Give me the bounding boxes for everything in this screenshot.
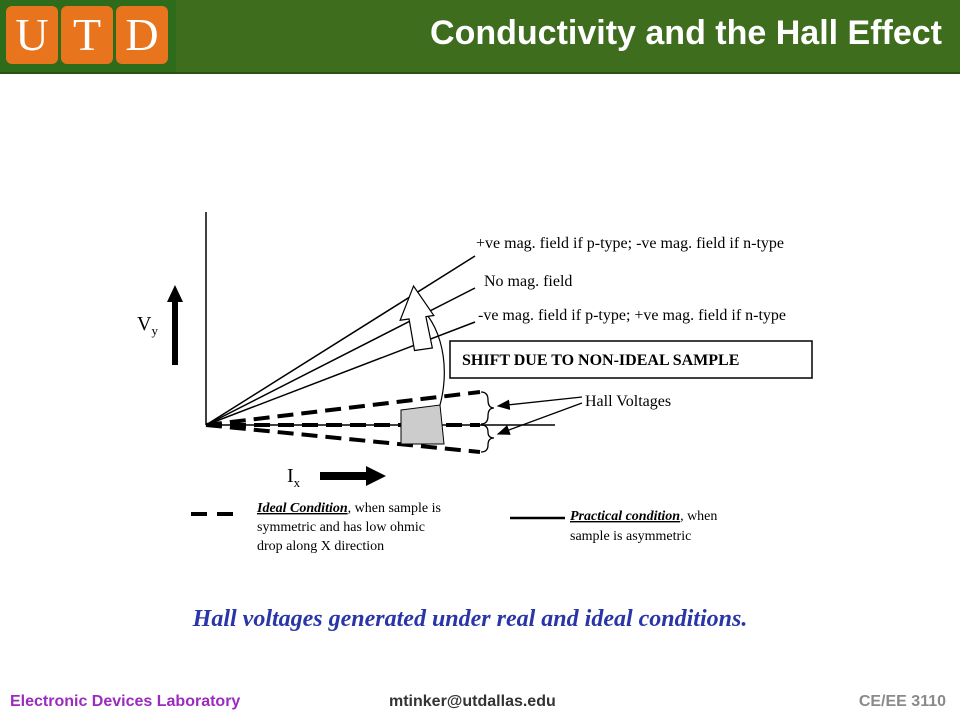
ix-label: $I_x$	[287, 465, 301, 490]
legend-ideal-line1: Ideal Condition, when sample is	[257, 501, 441, 516]
vy-label: $V_y$	[137, 313, 158, 338]
label-plus-field: +ve mag. field if p-type; -ve mag. field if n-type	[476, 235, 785, 252]
label-minus-field: -ve mag. field if p-type; +ve mag. field if n-type	[478, 307, 787, 324]
utd-logo	[0, 0, 176, 72]
hall-pointer-upper	[498, 397, 582, 406]
hall-effect-diagram	[0, 74, 960, 604]
legend-ideal-line3: drop along X direction	[257, 539, 385, 554]
line-plus-field	[206, 256, 475, 425]
vy-arrow-shaft	[172, 300, 178, 365]
header-bar	[0, 0, 960, 74]
hall-pointer-lower	[498, 403, 582, 434]
footer-email: mtinker@utdallas.edu	[389, 693, 556, 710]
label-no-field: No mag. field	[484, 273, 573, 290]
figure-caption: Hall voltages generated under real and ideal conditions.	[192, 606, 748, 632]
logo-letter-t: T	[61, 6, 113, 64]
footer-lab-name: Electronic Devices Laboratory	[10, 693, 241, 710]
ix-arrow-head	[366, 466, 386, 486]
ix-arrow-shaft	[320, 472, 368, 480]
footer-course: CE/EE 3110	[858, 693, 946, 710]
logo-letter-u: U	[6, 6, 58, 64]
shift-arrow-icon	[396, 284, 439, 352]
brace-lower	[481, 425, 494, 452]
brace-upper	[481, 392, 494, 424]
slide-title: Conductivity and the Hall Effect	[430, 14, 942, 52]
logo-letter-d: D	[116, 6, 168, 64]
hall-voltages-label: Hall Voltages	[585, 393, 672, 410]
legend-ideal-line2: symmetric and has low ohmic	[257, 520, 425, 535]
line-no-field	[206, 288, 475, 425]
vy-arrow-head	[167, 285, 183, 302]
shift-region	[401, 405, 444, 444]
legend-practical-line1: Practical condition, when	[570, 509, 718, 524]
legend-practical-line2: sample is asymmetric	[570, 529, 692, 544]
shift-box-label: SHIFT DUE TO NON-IDEAL SAMPLE	[462, 352, 740, 369]
